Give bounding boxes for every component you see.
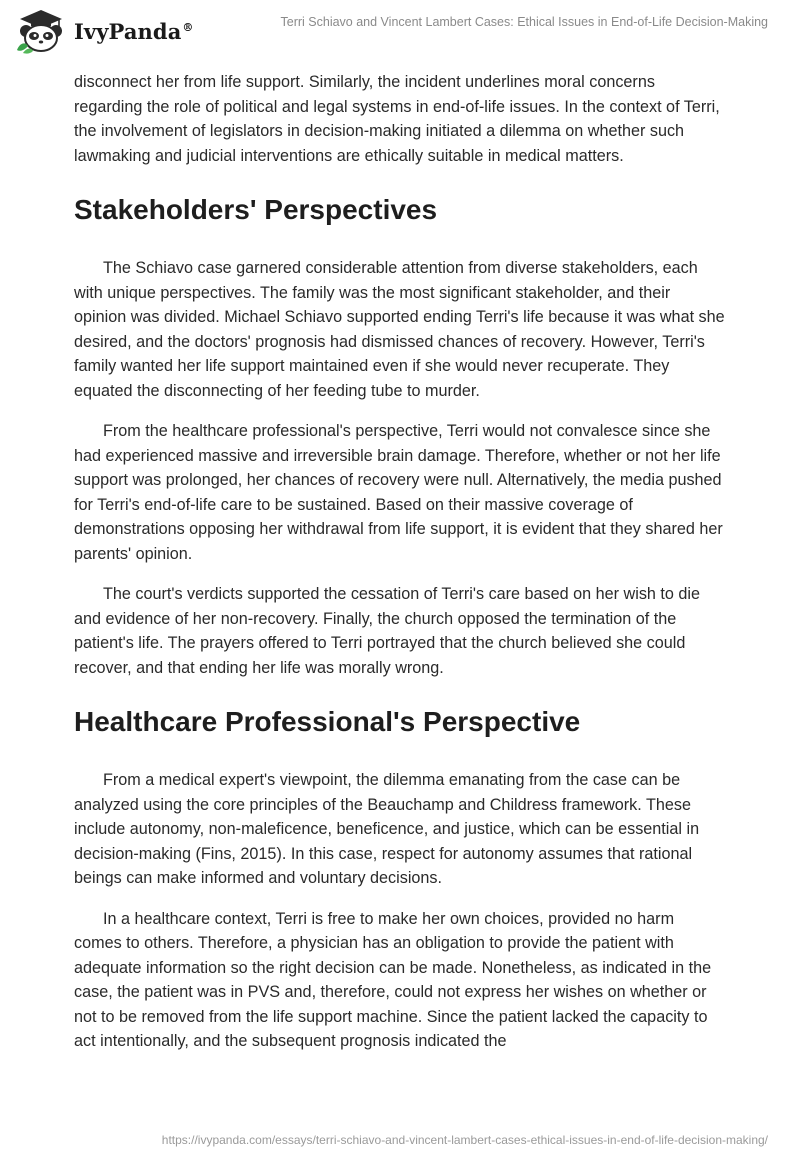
heading-healthcare-perspective: Healthcare Professional's Perspective xyxy=(74,706,581,737)
paragraph-intro: disconnect her from life support. Similarly, the incident underlines moral concerns regarding the role of political and legal systems in end-of-life issues. In the context of Terri, the involvement of legislators in decision-making initiated a dilemma on whether such lawmaking and judicial interventions are ethically suitable in medical matters. xyxy=(74,73,720,165)
logo-text: IvyPanda® xyxy=(74,18,194,44)
panda-graduate-icon xyxy=(14,6,68,54)
paragraph: In a healthcare context, Terri is free to make her own choices, provided no harm comes to others. Therefore, a physician has an obligation to provide the patient with adequate information so the right decision can be made. Nonetheless, as indicated in the case, the patient was in PVS and, therefore, could not express her wishes on whether or not to be removed from the life support machine. Since the patient lacked the capacity to act intentionally, and the subsequent prognosis indicated the xyxy=(74,909,712,1050)
essay-body xyxy=(74,70,726,1070)
paragraph: From a medical expert's viewpoint, the dilemma emanating from the case can be analyzed using the core principles of the Beauchamp and Childress framework. These include autonomy, non-maleficence, beneficence, and justice, which can be essential in decision-making (Fins, 2015). In this case, respect for autonomy assumes that rational beings can make informed and voluntary decisions. xyxy=(74,771,700,887)
site-logo[interactable] xyxy=(14,6,194,54)
paragraph: The Schiavo case garnered considerable attention from diverse stakeholders, each with unique perspectives. The family was the most significant stakeholder, and their opinion was divided. Michael Schiavo supported ending Terri's life because it was what she desired, and the doctors' prognosis had dismissed chances of recovery. However, Terri's family wanted her life support maintained even if she would never recuperate. They equated the disconnecting of her feeding tube to murder. xyxy=(74,259,725,400)
page-header xyxy=(0,0,800,60)
paragraph: From the healthcare professional's perspective, Terri would not convalesce since she had experienced massive and irreversible brain damage. Therefore, whether or not her life support was prolonged, her chances of recovery were null. Alternatively, the media pushed for Terri's end-of-life care to be sustained. Based on their massive coverage of demonstrations opposing her withdrawal from life support, it is evident that they shared her parents' opinion. xyxy=(74,422,723,563)
source-url[interactable]: https://ivypanda.com/essays/terri-schiavo-and-vincent-lambert-cases-ethical-issues-in-end-of-life-decision-making/ xyxy=(161,1133,768,1147)
heading-stakeholders: Stakeholders' Perspectives xyxy=(74,194,438,225)
registered-mark: ® xyxy=(182,20,194,34)
paragraph: The court's verdicts supported the cessation of Terri's care based on her wish to die and evidence of her non-recovery. Finally, the church opposed the termination of the patient's life. The prayers offered to Terri portrayed that the church believed she could recover, and that ending her life was morally wrong. xyxy=(74,585,701,677)
document-title: Terri Schiavo and Vincent Lambert Cases: Ethical Issues in End-of-Life Decision-Making xyxy=(280,15,768,29)
